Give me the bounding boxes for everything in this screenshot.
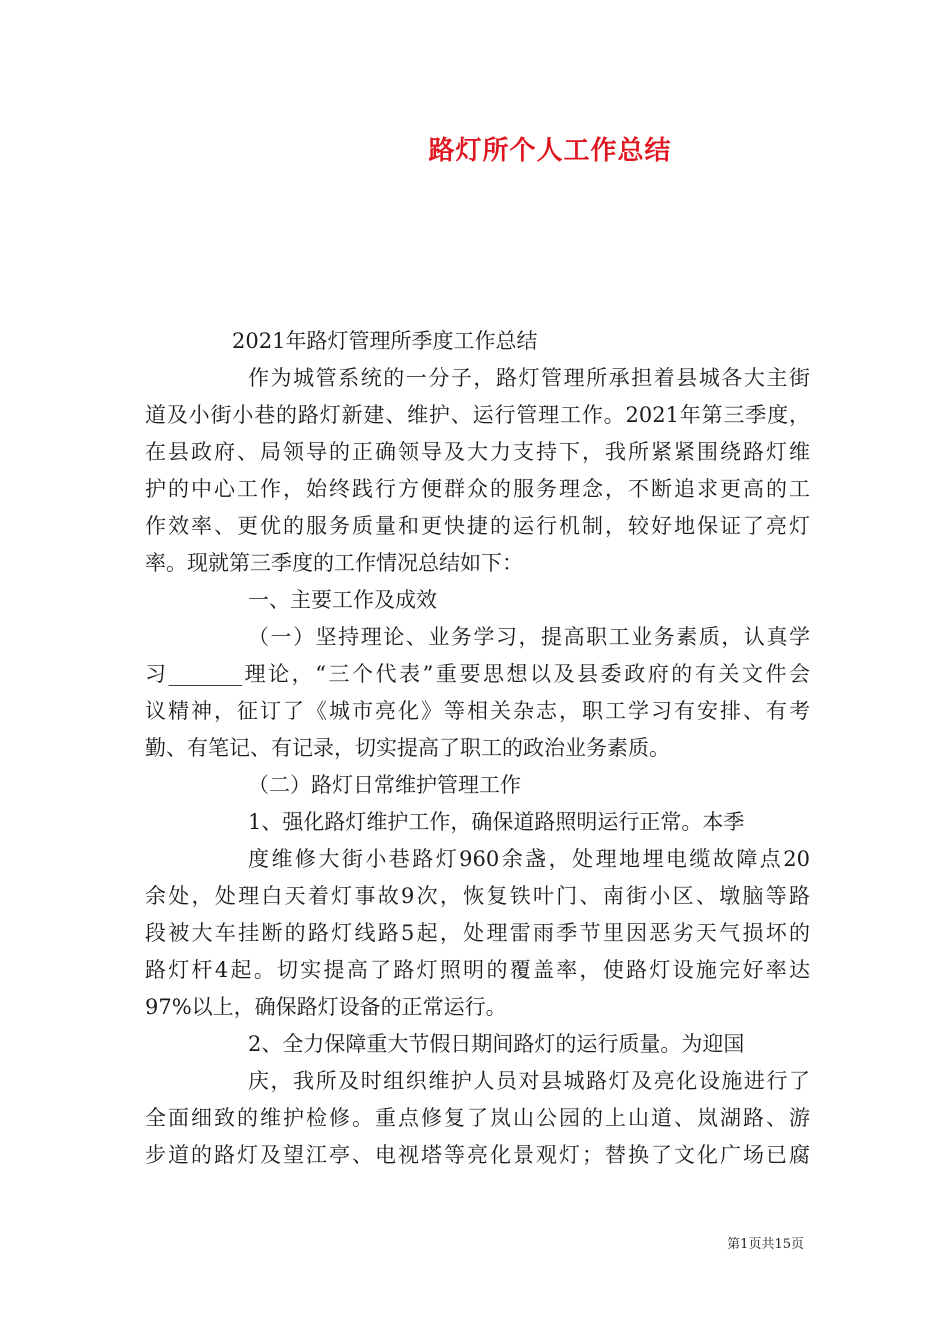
body-line: 议精神，征订了《城市亮化》等相关杂志，职工学习有安排、有考 <box>145 699 810 723</box>
body-line: 路灯杆4起。切实提高了路灯照明的覆盖率，使路灯设施完好率达 <box>145 958 810 982</box>
body-line: 在县政府、局领导的正确领导及大力支持下，我所紧紧围绕路灯维 <box>145 440 810 464</box>
body-line: 护的中心工作，始终践行方便群众的服务理念，不断追求更高的工 <box>145 477 810 501</box>
body-line: 度维修大街小巷路灯960余盏，处理地埋电缆故障点20 <box>248 847 810 871</box>
section-heading: （二）路灯日常维护管理工作 <box>248 773 521 797</box>
page-number: 第1页共15页 <box>727 1237 804 1252</box>
page-title: 路灯所个人工作总结 <box>428 136 672 166</box>
body-line: 勤、有笔记、有记录，切实提高了职工的政治业务素质。 <box>145 736 670 760</box>
body-line: 2021年路灯管理所季度工作总结 <box>232 329 538 353</box>
body-line: 2、全力保障重大节假日期间路灯的运行质量。为迎国 <box>248 1032 745 1056</box>
body-line: 全面细致的维护检修。重点修复了岚山公园的上山道、岚湖路、游 <box>145 1106 810 1130</box>
body-line: 步道的路灯及望江亭、电视塔等亮化景观灯；替换了文化广场已腐 <box>145 1143 810 1167</box>
body-line: 道及小街小巷的路灯新建、维护、运行管理工作。2021年第三季度， <box>145 403 810 427</box>
body-line: 庆，我所及时组织维护人员对县城路灯及亮化设施进行了 <box>248 1069 810 1093</box>
body-line: 97%以上，确保路灯设备的正常运行。 <box>145 995 507 1019</box>
body-line: 段被大车挂断的路灯线路5起，处理雷雨季节里因恶劣天气损坏的 <box>145 921 810 945</box>
body-line: 余处，处理白天着灯事故9次，恢复铁叶门、南街小区、墩脑等路 <box>145 884 810 908</box>
body-line: 作效率、更优的服务质量和更快捷的运行机制，较好地保证了亮灯 <box>145 514 810 538</box>
body-line: 习_______理论，“三个代表”重要思想以及县委政府的有关文件会 <box>145 662 810 686</box>
body-line: 作为城管系统的一分子，路灯管理所承担着县城各大主街 <box>248 366 810 390</box>
body-line: （一）坚持理论、业务学习，提高职工业务素质，认真学 <box>248 625 810 649</box>
body-line: 率。现就第三季度的工作情况总结如下： <box>145 551 523 575</box>
body-line: 1、强化路灯维护工作，确保道路照明运行正常。本季 <box>248 810 745 834</box>
section-heading: 一、主要工作及成效 <box>248 588 437 612</box>
